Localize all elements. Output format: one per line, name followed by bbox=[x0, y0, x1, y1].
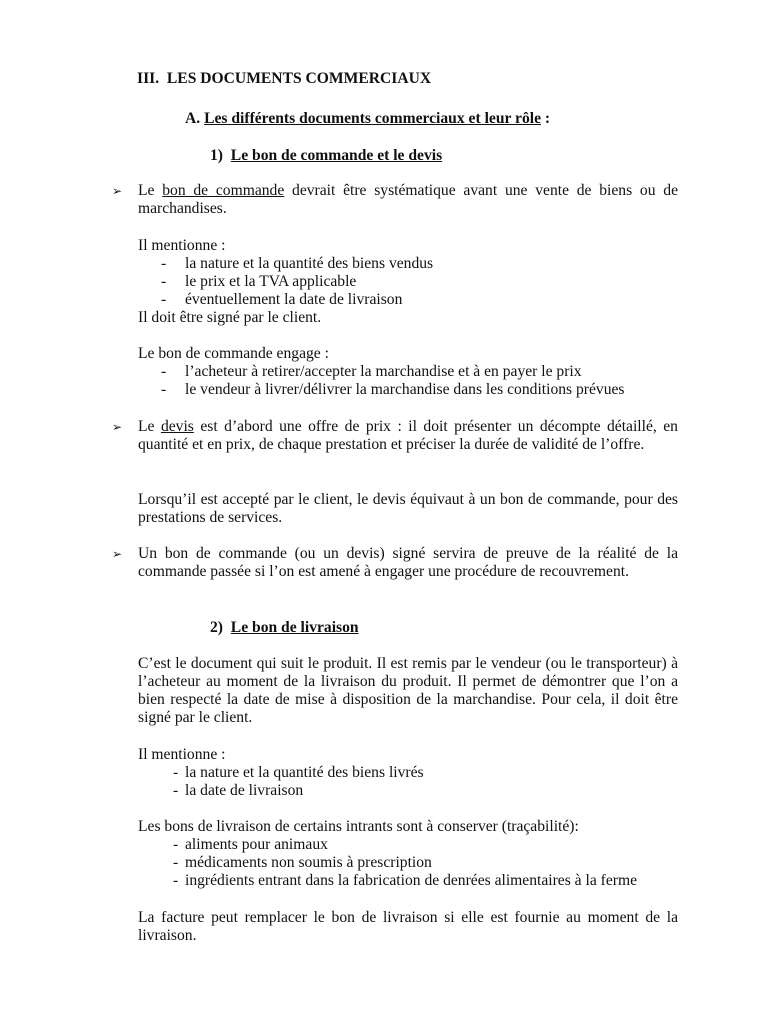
dash-marker: - bbox=[161, 255, 167, 272]
part2-title: Le bon de livraison bbox=[230, 619, 359, 636]
keep-intro: Les bons de livraison de certains intrants sont à conserver (traçabilité): bbox=[138, 818, 579, 835]
dash-marker: - bbox=[173, 854, 179, 871]
arrow-bullet-icon: ➢ bbox=[112, 184, 123, 198]
section-title: LES DOCUMENTS COMMERCIAUX bbox=[166, 70, 432, 87]
subsection-letter: A. bbox=[185, 110, 201, 127]
part1-title: Le bon de commande et le devis bbox=[230, 147, 443, 164]
list-item: médicaments non soumis à prescription bbox=[185, 854, 432, 871]
section-heading bbox=[137, 70, 431, 88]
list-item: l’acheteur à retirer/accepter la marchandise et à en payer le prix bbox=[185, 363, 582, 380]
b2-prefix: Le bbox=[138, 418, 161, 435]
list-item: éventuellement la date de livraison bbox=[185, 291, 403, 308]
list-item: le prix et la TVA applicable bbox=[185, 273, 357, 290]
part2-number: 2) bbox=[210, 619, 223, 636]
b1-prefix: Le bbox=[138, 182, 163, 199]
signed-text: Il doit être signé par le client. bbox=[138, 309, 322, 326]
dash-marker: - bbox=[161, 273, 167, 290]
arrow-bullet-icon: ➢ bbox=[112, 420, 123, 434]
part1-heading bbox=[210, 147, 442, 165]
arrow-bullet-icon: ➢ bbox=[112, 547, 123, 561]
list-item: aliments pour animaux bbox=[185, 836, 328, 853]
subsection-suffix: : bbox=[541, 110, 551, 127]
b2-term: devis bbox=[160, 418, 194, 435]
invoice-paragraph: La facture peut remplacer le bon de livraison si elle est fournie au moment de la livraison. bbox=[138, 909, 678, 944]
dash-marker: - bbox=[161, 363, 167, 380]
list-item: la date de livraison bbox=[185, 782, 304, 799]
part1-number: 1) bbox=[210, 147, 223, 164]
mentions-intro: Il mentionne : bbox=[138, 746, 226, 763]
list-item: le vendeur à livrer/délivrer la marchandise dans les conditions prévues bbox=[185, 381, 625, 398]
list-item: la nature et la quantité des biens vendus bbox=[185, 255, 434, 272]
b1-text: devrait être systématique avant une vente de biens ou de marchandises. bbox=[138, 182, 678, 217]
dash-marker: - bbox=[173, 764, 179, 781]
subsection-title: Les différents documents commerciaux et leur rôle bbox=[204, 110, 542, 127]
bullet-devis bbox=[138, 418, 678, 454]
accepted-paragraph: Lorsqu’il est accepté par le client, le devis équivaut à un bon de commande, pour des prestations de services. bbox=[138, 491, 678, 526]
b1-term: bon de commande bbox=[162, 182, 285, 199]
list-item: ingrédients entrant dans la fabrication de denrées alimentaires à la ferme bbox=[185, 872, 638, 889]
livraison-intro: C’est le document qui suit le produit. Il est remis par le vendeur (ou le transporteur) à l’acheteur au moment de la livraison du produit. Il permet de démontrer que l’on a bien respecté la date de mise à disposition de la marchandise. Pour cela, il doit être signé par le client. bbox=[138, 655, 678, 726]
dash-marker: - bbox=[173, 872, 179, 889]
subsection-heading bbox=[185, 110, 550, 128]
part2-heading bbox=[210, 619, 359, 637]
bullet-bon-de-commande bbox=[138, 182, 678, 218]
engage-intro: Le bon de commande engage : bbox=[138, 345, 329, 362]
dash-marker: - bbox=[161, 291, 167, 308]
b2-text: est d’abord une offre de prix : il doit présenter un décompte détaillé, en quantité et en prix, de chaque prestation et préciser la durée de validité de l’offre. bbox=[138, 418, 678, 453]
bullet-preuve: Un bon de commande (ou un devis) signé servira de preuve de la réalité de la commande passée si l’on est amené à engager une procédure de recouvrement. bbox=[138, 545, 678, 580]
list-item: la nature et la quantité des biens livrés bbox=[185, 764, 424, 781]
dash-marker: - bbox=[161, 381, 167, 398]
mentions-intro: Il mentionne : bbox=[138, 237, 226, 254]
section-number: III. bbox=[137, 70, 160, 87]
dash-marker: - bbox=[173, 782, 179, 799]
dash-marker: - bbox=[173, 836, 179, 853]
